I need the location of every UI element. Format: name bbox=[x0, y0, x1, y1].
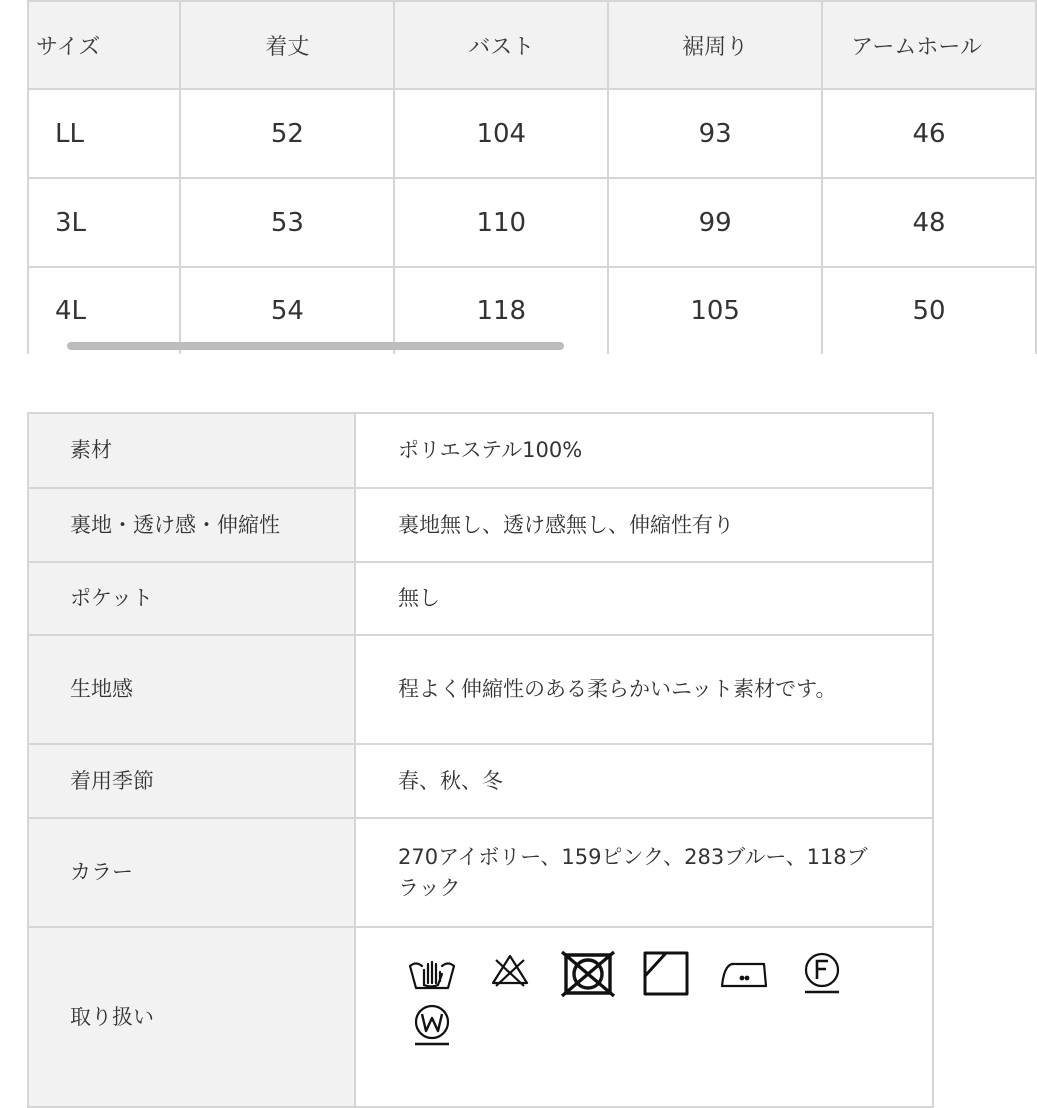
spec-value: 無し bbox=[355, 562, 933, 635]
table-row bbox=[28, 635, 933, 744]
wet-clean-w-icon bbox=[398, 1002, 466, 1054]
size-value-cell: 53 bbox=[180, 178, 394, 267]
spec-label: 裏地・透け感・伸縮性 bbox=[28, 488, 355, 562]
no-tumble-dry-icon bbox=[554, 950, 622, 1002]
spec-label: カラー bbox=[28, 818, 355, 927]
size-table-scroll-area[interactable] bbox=[27, 0, 982, 356]
dry-clean-f-icon bbox=[788, 950, 856, 1002]
size-header-cell: バスト bbox=[394, 1, 608, 89]
horizontal-scrollbar[interactable] bbox=[67, 342, 564, 350]
size-value-cell: 104 bbox=[394, 89, 608, 178]
size-value-cell: 110 bbox=[394, 178, 608, 267]
spec-value: 程よく伸縮性のある柔らかいニット素材です。 bbox=[355, 635, 933, 744]
spec-label: 取り扱い bbox=[28, 927, 355, 1107]
line-dry-shade-icon bbox=[632, 950, 700, 1002]
size-label-cell: 4L bbox=[28, 267, 180, 354]
spec-label: 生地感 bbox=[28, 635, 355, 744]
size-label-cell: LL bbox=[28, 89, 180, 178]
spec-label: 着用季節 bbox=[28, 744, 355, 818]
size-header-cell: 着丈 bbox=[180, 1, 394, 89]
size-value-cell: 54 bbox=[180, 267, 394, 354]
table-row bbox=[28, 744, 933, 818]
table-row bbox=[28, 178, 1036, 267]
spec-value: 春、秋、冬 bbox=[355, 744, 933, 818]
size-value-cell: 52 bbox=[180, 89, 394, 178]
size-header-cell: サイズ bbox=[28, 1, 180, 89]
size-table bbox=[27, 0, 1037, 354]
size-value-cell: 46 bbox=[822, 89, 1036, 178]
care-icons bbox=[398, 950, 868, 1054]
spec-value: ポリエステル100% bbox=[355, 413, 933, 488]
spec-value: 裏地無し、透け感無し、伸縮性有り bbox=[355, 488, 933, 562]
size-label-cell: 3L bbox=[28, 178, 180, 267]
size-table-header-row bbox=[28, 1, 1036, 89]
spec-label: ポケット bbox=[28, 562, 355, 635]
size-value-cell: 50 bbox=[822, 267, 1036, 354]
spec-label: 素材 bbox=[28, 413, 355, 488]
table-row bbox=[28, 927, 933, 1107]
size-header-cell: アームホール bbox=[822, 1, 1036, 89]
size-value-cell: 48 bbox=[822, 178, 1036, 267]
size-value-cell: 118 bbox=[394, 267, 608, 354]
iron-low-icon bbox=[710, 950, 778, 1002]
spec-table bbox=[27, 412, 934, 1108]
size-value-cell: 105 bbox=[608, 267, 822, 354]
table-row bbox=[28, 267, 1036, 354]
no-bleach-icon bbox=[476, 950, 544, 1002]
table-row bbox=[28, 89, 1036, 178]
table-row bbox=[28, 562, 933, 635]
care-icons-cell bbox=[355, 927, 933, 1107]
table-row bbox=[28, 413, 933, 488]
hand-wash-icon bbox=[398, 950, 466, 1002]
table-row bbox=[28, 488, 933, 562]
spec-value: 270アイボリー、159ピンク、283ブルー、118ブラック bbox=[355, 818, 933, 927]
size-value-cell: 93 bbox=[608, 89, 822, 178]
table-row bbox=[28, 818, 933, 927]
size-header-cell: 裾周り bbox=[608, 1, 822, 89]
size-value-cell: 99 bbox=[608, 178, 822, 267]
